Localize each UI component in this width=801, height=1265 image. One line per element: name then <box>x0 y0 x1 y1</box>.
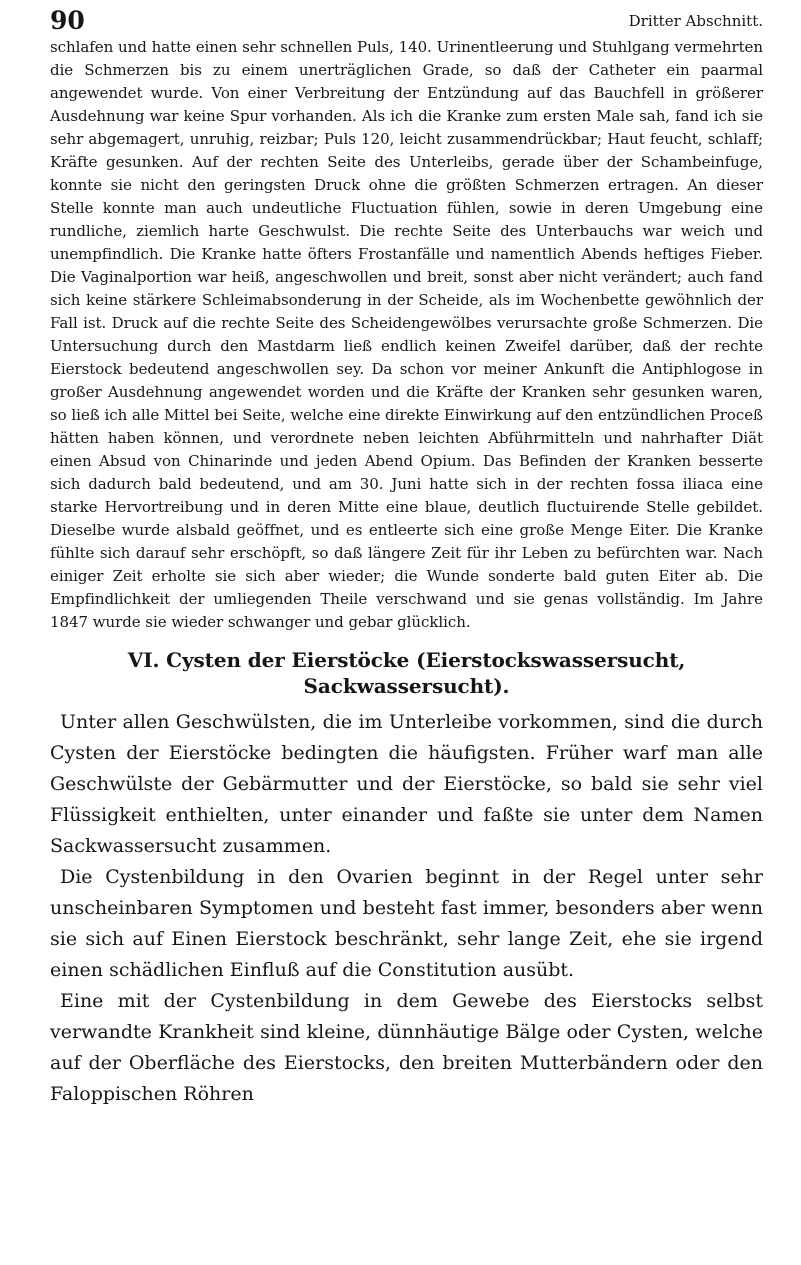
paragraph-cyst-formation: Die Cystenbildung in den Ovarien beginnt in der Regel unter sehr unscheinbaren Symptomen und besteht fast immer, besonders aber wenn sie sich auf Einen Eierstock beschränkt, sehr lange Zeit, ehe sie irgend einen schädlichen Einfluß auf die Constitution ausübt. <box>50 866 763 981</box>
page-number: 90 <box>50 6 85 35</box>
section-heading: VI. Cysten der Eierstöcke (Eierstockswassersucht, Sackwassersucht). <box>127 648 686 698</box>
body-text <box>50 36 763 1110</box>
page-header <box>50 6 763 36</box>
paragraph-related-disease: Eine mit der Cystenbildung in dem Gewebe des Eierstocks selbst verwandte Krankheit sind kleine, dünnhäutige Bälge oder Cysten, welche auf der Oberfläche des Eierstocks, den breiten Mutterbändern oder den Faloppischen Röhren <box>50 990 763 1105</box>
running-head: Dritter Abschnitt. <box>628 12 763 30</box>
paragraph-case-report: schlafen und hatte einen sehr schnellen Puls, 140. Urinentleerung und Stuhlgang vermehrten die Schmerzen bis zu einem unerträglichen Grade, so daß der Catheter ein paarmal angewendet wurde. Von einer Verbreitung der Entzündung auf das Bauchfell in größerer Ausdehnung war keine Spur vorhanden. Als ich die Kranke zum ersten Male sah, fand ich sie sehr abgemagert, unruhig, reizbar; Puls 120, leicht zusammendrückbar; Haut feucht, schlaff; Kräfte gesunken. Auf der rechten Seite des Unterleibs, gerade über der Schambeinfuge, konnte sie nicht den geringsten Druck ohne die größten Schmerzen ertragen. An dieser Stelle konnte man auch undeutliche Fluctuation fühlen, sowie in deren Umgebung eine rundliche, ziemlich harte Geschwulst. Die rechte Seite des Unterbauchs war weich und unempfindlich. Die Kranke hatte öfters Frostanfälle und namentlich Abends heftiges Fieber. Die Vaginalportion war heiß, angeschwollen und breit, sonst aber nicht verändert; auch fand sich keine stärkere Schleimabsonderung in der Scheide, als im Wochenbette gewöhnlich der Fall ist. Druck auf die rechte Seite des Scheidengewölbes verursachte große Schmerzen. Die Untersuchung durch den Mastdarm ließ endlich keinen Zweifel darüber, daß der rechte Eierstock bedeutend angeschwollen sey. Da schon vor meiner Ankunft die Antiphlogose in großer Ausdehnung angewendet worden und die Kräfte der Kranken sehr gesunken waren, so ließ ich alle Mittel bei Seite, welche eine direkte Einwirkung auf den entzündlichen Proceß hätten haben können, und verordnete neben leichten Abführmitteln und nahrhafter Diät einen Absud von Chinarinde und jeden Abend Opium. Das Befinden der Kranken besserte sich dadurch bald bedeutend, und am 30. Juni hatte sich in der rechten fossa iliaca eine starke Hervortreibung und in deren Mitte eine blaue, deutlich fluctuirende Stelle gebildet. Dieselbe wurde alsbald geöffnet, und es entleerte sich eine große Menge Eiter. Die Kranke fühlte sich darauf sehr erschöpft, so daß längere Zeit für ihr Leben zu befürchten war. Nach einiger Zeit erholte sie sich aber wieder; die Wunde sonderte bald guten Eiter ab. Die Empfindlichkeit der umliegenden Theile verschwand und sie genas vollständig. Im Jahre 1847 wurde sie wieder schwanger und gebar glücklich. <box>50 38 763 631</box>
paragraph-intro: Unter allen Geschwülsten, die im Unterleibe vorkommen, sind die durch Cysten der Eierstöcke bedingten die häufigsten. Früher warf man alle Geschwülste der Gebärmutter und der Eierstöcke, so bald sie sehr viel Flüssigkeit enthielten, unter einander und faßte sie unter dem Namen Sackwassersucht zusammen. <box>50 711 763 857</box>
